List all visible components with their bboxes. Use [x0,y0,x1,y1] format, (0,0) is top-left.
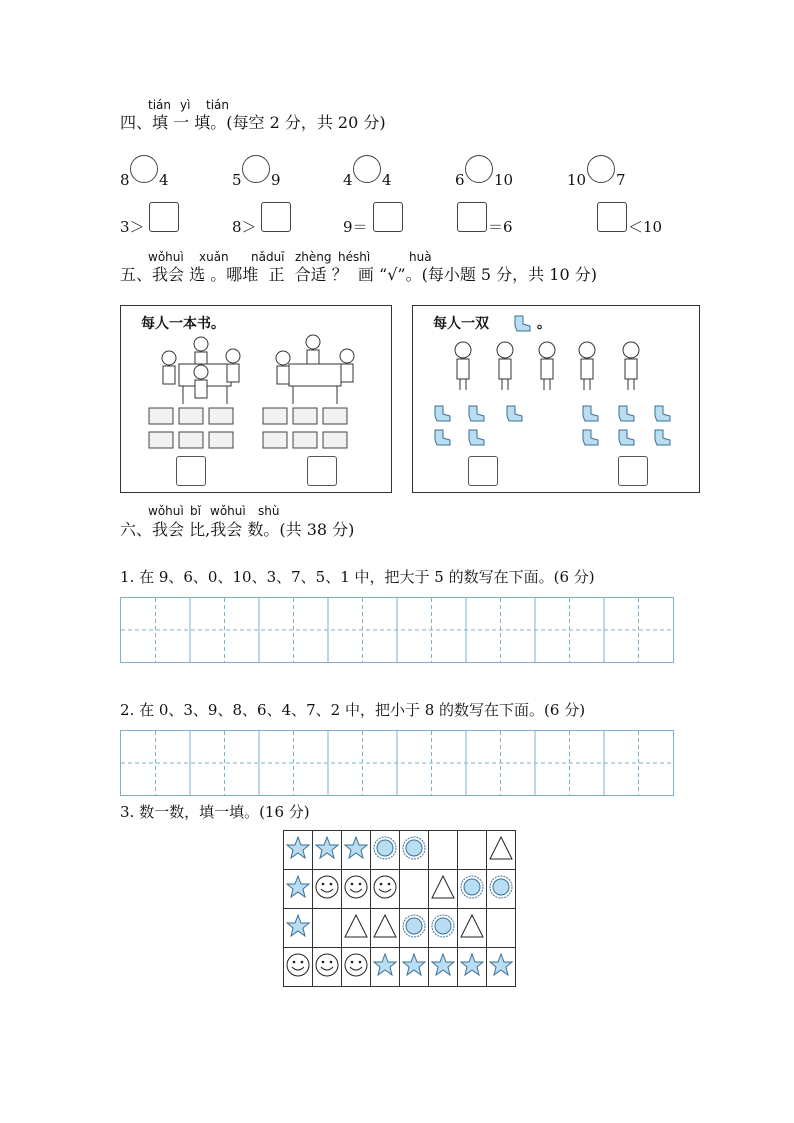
writing-grid-1[interactable] [120,597,674,663]
empty-cell [429,831,458,870]
books-panel [120,305,392,493]
compare-circle[interactable] [130,155,158,183]
flower-icon [487,870,516,909]
triangle-icon [371,909,400,948]
question-2: 2. 在 0、3、9、8、6、4、7、2 中，把小于 8 的数写在下面。(6 分) [120,701,586,719]
s4-pinyin-2: yì [180,98,191,112]
smiley-icon [313,948,342,987]
empty-cell [400,870,429,909]
compare-circle[interactable] [465,155,493,183]
compare-circle[interactable] [587,155,615,183]
answer-box[interactable] [618,456,648,486]
flower-icon [400,831,429,870]
triangle-icon [487,831,516,870]
writing-grid-2[interactable] [120,730,674,796]
section5-title: 五、我会 选 。哪堆 正 合适 ？ 画 “√”。(每小题 5 分，共 10 分) [120,265,597,284]
triangle-icon [342,909,371,948]
socks-panel-title: 每人一双 [433,316,489,332]
answer-box[interactable] [597,202,627,232]
empty-cell [458,831,487,870]
flower-icon [400,909,429,948]
question-3: 3. 数一数，填一填。(16 分) [120,803,310,821]
star-icon [313,831,342,870]
triangle-icon [458,909,487,948]
flower-icon [371,831,400,870]
flower-icon [458,870,487,909]
star-icon [284,909,313,948]
star-icon [487,948,516,987]
answer-box[interactable] [373,202,403,232]
star-icon [342,831,371,870]
smiley-icon [342,870,371,909]
s4-char-3: 填 [194,113,211,132]
children-and-socks-illustration [413,306,699,492]
shape-grid-row [284,948,516,987]
answer-box[interactable] [149,202,179,232]
empty-cell [313,909,342,948]
question-1: 1. 在 9、6、0、10、3、7、5、1 中，把大于 5 的数写在下面。(6 分) [120,568,595,586]
compare-circle[interactable] [242,155,270,183]
s4-pinyin-1: tián [148,98,171,112]
shape-grid-row [284,909,516,948]
star-icon [458,948,487,987]
smiley-icon [284,948,313,987]
shape-grid-row [284,870,516,909]
triangle-icon [429,870,458,909]
star-icon [400,948,429,987]
answer-box[interactable] [468,456,498,486]
section6-title: 六、我会 比,我会 数。(共 38 分) [120,520,355,539]
star-icon [284,831,313,870]
smiley-icon [342,948,371,987]
star-icon [371,948,400,987]
socks-panel: 每人一双 。 [412,305,700,493]
s4-char-1: 填 [152,113,169,132]
compare-circle[interactable] [353,155,381,183]
s4-char-2: 一 [173,113,190,132]
star-icon [429,948,458,987]
star-icon [284,870,313,909]
shape-count-grid [283,830,516,987]
s4-pinyin-3: tián [206,98,229,112]
children-at-tables-illustration [121,306,391,492]
answer-box[interactable] [261,202,291,232]
shape-grid-row [284,831,516,870]
books-panel-title: 每人一本书。 [141,316,225,332]
empty-cell [487,909,516,948]
smiley-icon [371,870,400,909]
section4-title: 四、填 一 填。(每空 2 分，共 20 分) [120,113,386,132]
answer-box[interactable] [457,202,487,232]
smiley-icon [313,870,342,909]
answer-box[interactable] [176,456,206,486]
answer-box[interactable] [307,456,337,486]
flower-icon [429,909,458,948]
